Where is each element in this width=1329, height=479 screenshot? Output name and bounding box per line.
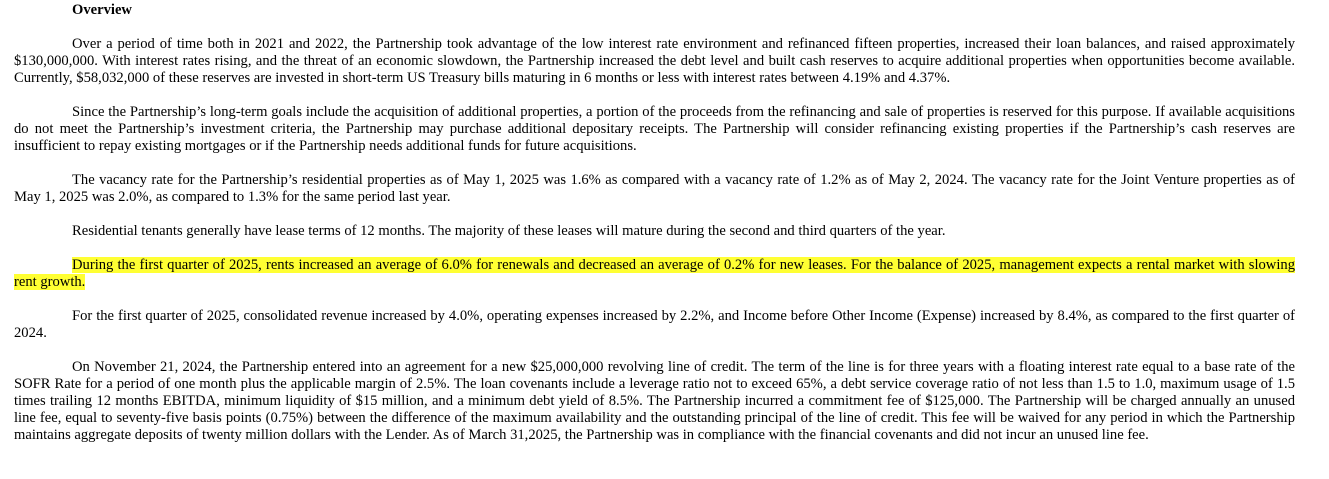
paragraph-text: For the first quarter of 2025, consolidated revenue increased by 4.0%, operating expenses increased by 2.2%, and Income before Other Income (Expense) increased by 8.4%, as compared to the first quarter of 2024. bbox=[14, 308, 1295, 341]
paragraph-rents-highlighted bbox=[14, 257, 1295, 291]
paragraph-lease-terms bbox=[14, 223, 1295, 240]
paragraph-text: Since the Partnership’s long-term goals include the acquisition of additional properties, a portion of the proceeds from the refinancing and sale of properties is reserved for this purpose. If available acquisitions do not meet the Partnership’s investment criteria, the Partnership may purchase additional depositary receipts. The Partnership will consider refinancing existing properties if the Partnership’s cash reserves are insufficient to repay existing mortgages or if the Partnership needs additional funds for future acquisitions. bbox=[14, 104, 1295, 154]
paragraph-text: On November 21, 2024, the Partnership entered into an agreement for a new $25,000,000 revolving line of credit. The term of the line is for three years with a floating interest rate equal to a base rate of the SOFR Rate for a period of one month plus the applicable margin of 2.5%. The loan covenants include a leverage ratio not to exceed 65%, a debt service coverage ratio of not less than 1.5 to 1.0, maximum usage of 1.5 times trailing 12 months EBITDA, minimum liquidity of $15 million, and a minimum debt yield of 8.5%. The Partnership incurred a commitment fee of $125,000. The Partnership will be charged annually an unused line fee, equal to seventy-five basis points (0.75%) between the difference of the maximum availability and the outstanding principal of the line of credit. This fee will be waived for any period in which the Partnership maintains aggregate deposits of twenty million dollars with the Lender. As of March 31,2025, the Partnership was in compliance with the financial covenants and did not incur an unused line fee. bbox=[14, 359, 1295, 443]
paragraph-vacancy-rate bbox=[14, 172, 1295, 206]
paragraph-long-term-goals bbox=[14, 104, 1295, 155]
paragraph-refinancing bbox=[14, 36, 1295, 87]
paragraph-text: Over a period of time both in 2021 and 2022, the Partnership took advantage of the low interest rate environment and refinanced fifteen properties, increased their loan balances, and raised approximately $130,000,000. With interest rates rising, and the threat of an economic slowdown, the Partnership increased the debt level and built cash reserves to acquire additional properties when opportunities become available. Currently, $58,032,000 of these reserves are invested in short-term US Treasury bills maturing in 6 months or less with interest rates between 4.19% and 4.37%. bbox=[14, 36, 1295, 86]
highlighted-text: During the first quarter of 2025, rents increased an average of 6.0% for renewals and decreased an average of 0.2% for new leases. For the balance of 2025, management expects a rental market with slowing rent growth. bbox=[14, 257, 1295, 290]
paragraph-text: Residential tenants generally have lease terms of 12 months. The majority of these leases will mature during the second and third quarters of the year. bbox=[72, 223, 946, 239]
paragraph-line-of-credit bbox=[14, 359, 1295, 444]
paragraph-consolidated-revenue bbox=[14, 308, 1295, 342]
paragraph-text: The vacancy rate for the Partnership’s residential properties as of May 1, 2025 was 1.6% as compared with a vacancy rate of 1.2% as of May 2, 2024. The vacancy rate for the Joint Venture properties as of May 1, 2025 was 2.0%, as compared to 1.3% for the same period last year. bbox=[14, 172, 1295, 205]
section-heading: Overview bbox=[72, 2, 132, 18]
